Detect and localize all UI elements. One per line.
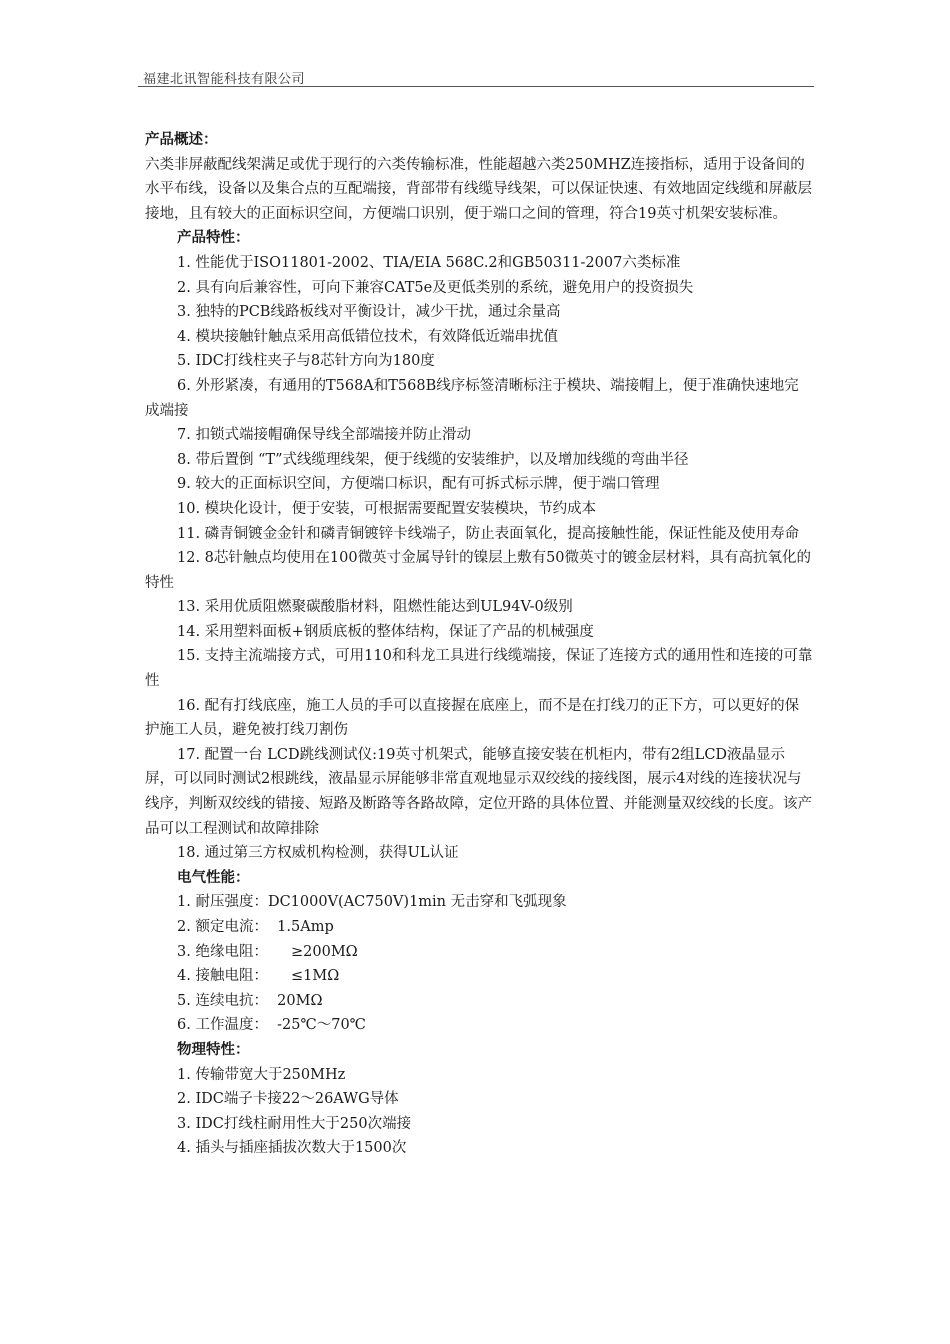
feature-item: 1. 性能优于ISO11801-2002、TIA/EIA 568C.2和GB50311-2007六类标准 [177, 254, 681, 271]
feature-item: 6. 外形紧凑，有通用的T568A和T568B线序标签清晰标注于模块、端接帽上，便于准确快速地完成端接 [145, 377, 799, 419]
feature-item: 9. 较大的正面标识空间，方便端口标识，配有可拆式标示牌，便于端口管理 [177, 476, 660, 493]
feature-item: 2. 具有向后兼容性，可向下兼容CAT5e及更低类别的系统，避免用户的投资损失 [177, 279, 694, 296]
document-body [145, 128, 813, 1161]
electrical-heading: 电气性能： [177, 868, 250, 886]
feature-item: 7. 扣锁式端接帽确保导线全部端接并防止滑动 [177, 427, 471, 444]
electrical-item: 3. 绝缘电阻： ≥200MΩ [177, 943, 358, 960]
feature-item: 15. 支持主流端接方式，可用110和科龙工具进行线缆端接，保证了连接方式的通用性和连接的可靠性 [145, 648, 813, 690]
feature-item: 4. 模块接触针触点采用高低错位技术，有效降低近端串扰值 [177, 328, 558, 345]
electrical-item: 2. 额定电流： 1.5Amp [177, 919, 334, 935]
feature-item: 17. 配置一台 LCD跳线测试仪:19英寸机架式，能够直接安装在机柜内，带有2组LCD液晶显示屏，可以同时测试2根跳线，液晶显示屏能够非常直观地显示双绞线的接线图，展示4对线的连接状况与线序，判断双绞线的错接、短路及断路等各路故障，定位开路的具体位置、并能测量双绞线的长度。该产品可以工程测试和故障排除 [145, 746, 812, 837]
feature-item: 10. 模块化设计，便于安装，可根据需要配置安装模块，节约成本 [177, 500, 597, 517]
electrical-item: 5. 连续电抗： 20MΩ [177, 992, 323, 1009]
feature-item: 12. 8芯针触点均使用在100微英寸金属导针的镍层上敷有50微英寸的镀金层材料，具有高抗氧化的特性 [145, 550, 812, 591]
feature-item: 13. 采用优质阻燃聚碳酸脂材料，阻燃性能达到UL94V-0级别 [177, 599, 573, 616]
physical-heading: 物理特性： [177, 1040, 250, 1058]
physical-item: 2. IDC端子卡接22～26AWG导体 [177, 1091, 399, 1108]
overview-heading: 产品概述： [145, 131, 218, 148]
electrical-item: 1. 耐压强度：DC1000V(AC750V)1min 无击穿和飞弧现象 [177, 894, 567, 911]
electrical-item: 6. 工作温度： -25℃～70℃ [177, 1017, 366, 1034]
feature-item: 18. 通过第三方权威机构检测，获得UL认证 [177, 845, 459, 862]
physical-item: 3. IDC打线柱耐用性大于250次端接 [177, 1115, 412, 1132]
physical-item: 1. 传输带宽大于250MHz [177, 1066, 346, 1083]
feature-item: 11. 磷青铜镀金金针和磷青铜镀锌卡线端子，防止表面氧化，提高接触性能，保证性能及使用寿命 [177, 525, 800, 542]
features-heading: 产品特性： [177, 229, 250, 247]
header-divider [138, 86, 814, 87]
feature-item: 16. 配有打线底座，施工人员的手可以直接握在底座上，而不是在打线刀的正下方，可以更好的保护施工人员，避免被打线刀割伤 [145, 697, 800, 739]
feature-item: 8. 带后置倒 “T”式线缆理线架，便于线缆的安装维护，以及增加线缆的弯曲半径 [177, 451, 689, 468]
electrical-item: 4. 接触电阻： ≤1MΩ [177, 968, 340, 985]
physical-item: 4. 插头与插座插拔次数大于1500次 [177, 1140, 407, 1157]
company-header: 福建北讯智能科技有限公司 [143, 72, 306, 87]
overview-text: 六类非屏蔽配线架满足或优于现行的六类传输标准，性能超越六类250MHZ连接指标，适用于设备间的水平布线，设备以及集合点的互配端接，背部带有线缆导线架，可以保证快速、有效地固定线缆和屏蔽层接地，且有较大的正面标识空间，方便端口识别，便于端口之间的管理，符合19英寸机架安装标准。 [145, 156, 812, 222]
feature-item: 5. IDC打线柱夹子与8芯针方向为180度 [177, 353, 435, 370]
feature-item: 14. 采用塑料面板+钢质底板的整体结构，保证了产品的机械强度 [177, 623, 594, 640]
feature-item: 3. 独特的PCB线路板线对平衡设计，减少干扰，通过余量高 [177, 304, 561, 321]
